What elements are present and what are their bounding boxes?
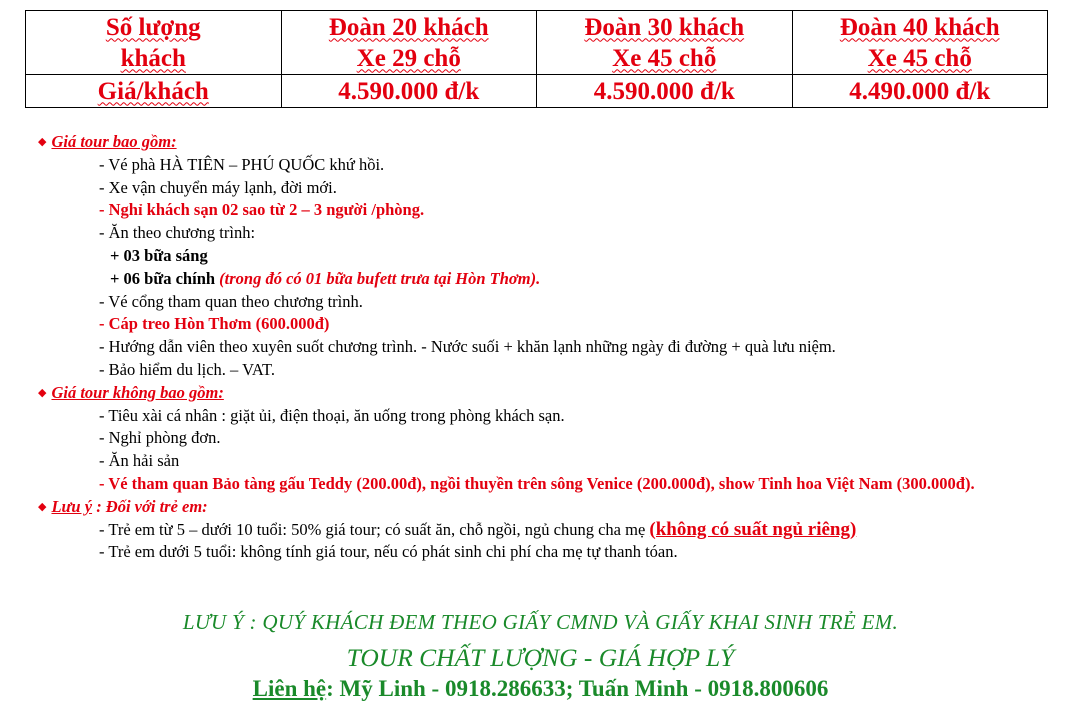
list-item: + 03 bữa sáng — [110, 245, 208, 265]
item-text: - Trẻ em từ 5 – dưới 10 tuổi: 50% giá tour; có suất ăn, chỗ ngồi, ngủ chung cha mẹ — [99, 519, 650, 539]
table-price-row — [26, 75, 1048, 108]
cell-text: Đoàn 30 khách — [584, 13, 745, 41]
list-item: - Ăn theo chương trình: — [99, 223, 256, 243]
footer-contact — [0, 676, 1081, 702]
list-item: - Nghỉ phòng đơn. — [99, 428, 221, 448]
heading-text: Lưu ý — [51, 496, 93, 516]
cell-text: Xe 45 chỗ — [612, 44, 717, 72]
list-item — [38, 268, 1048, 291]
list-item: - Tiêu xài cá nhân : giặt ủi, điện thoại, ăn uống trong phòng khách sạn. — [99, 405, 565, 425]
list-item: - Trẻ em dưới 5 tuổi: không tính giá tour, nếu có phát sinh chi phí cha mẹ tự thanh tóan. — [99, 542, 678, 562]
cell-text: Xe 29 chỗ — [356, 44, 461, 72]
list-item: - Vé cổng tham quan theo chương trình. — [99, 291, 363, 311]
cell-price-label — [26, 75, 282, 108]
heading-text: Giá tour không bao gồm: — [51, 382, 224, 402]
footer-slogan: TOUR CHẤT LƯỢNG - GIÁ HỢP LÝ — [346, 643, 735, 672]
excluded-heading — [38, 382, 1048, 405]
table-header-row — [26, 11, 1048, 75]
list-item — [38, 519, 1048, 542]
list-item: - Bảo hiểm du lịch. – VAT. — [99, 359, 275, 379]
item-note: (không có suất ngủ riêng) — [649, 518, 857, 540]
footer-note: LƯU Ý : QUÝ KHÁCH ĐEM THEO GIẤY CMND VÀ GIẤY KHAI SINH TRẺ EM. — [182, 610, 899, 634]
cell-price-40 — [792, 75, 1048, 108]
list-item: - Ăn hải sản — [99, 451, 180, 471]
cell-group-30 — [537, 11, 793, 75]
item-text: + 06 bữa chính — [110, 268, 220, 288]
list-item: - Cáp treo Hòn Thơm (600.000đ) — [99, 314, 330, 334]
cell-price-20 — [281, 75, 537, 108]
list-item: - Hướng dẫn viên theo xuyên suốt chương trình. - Nước suối + khăn lạnh những ngày đi đường + quà lưu niệm. — [99, 337, 836, 357]
cell-text: Số lượng — [105, 13, 201, 41]
list-item: - Vé tham quan Bảo tàng gấu Teddy (200.00đ), ngồi thuyền trên sông Venice (200.000đ), show Tinh hoa Việt Nam (300.000đ). — [99, 473, 975, 493]
list-item: - Xe vận chuyển máy lạnh, đời mới. — [99, 177, 337, 197]
children-heading — [38, 496, 1048, 519]
diamond-bullet-icon: ◆ — [38, 500, 47, 513]
cell-text: Giá/khách — [97, 77, 209, 105]
cell-group-20 — [281, 11, 537, 75]
heading-text: : Đối với trẻ em: — [92, 496, 208, 516]
item-note: (trong đó có 01 bữa bufett trưa tại Hòn Thơm). — [219, 268, 541, 288]
cell-text: khách — [120, 44, 186, 72]
list-item: - Nghỉ khách sạn 02 sao từ 2 – 3 người /phòng. — [99, 200, 425, 220]
cell-text: 4.590.000 đ/k — [593, 77, 735, 105]
included-heading — [38, 131, 1048, 154]
cell-group-size-label — [26, 11, 282, 75]
diamond-bullet-icon: ◆ — [38, 136, 47, 148]
price-table — [25, 10, 1048, 108]
cell-text: 4.590.000 đ/k — [338, 77, 480, 105]
list-item: - Vé phà HÀ TIÊN – PHÚ QUỐC khứ hồi. — [99, 154, 385, 174]
heading-text: Giá tour bao gồm: — [51, 132, 177, 151]
cell-price-30 — [537, 75, 793, 108]
cell-text: Xe 45 chỗ — [867, 44, 972, 72]
cell-text: Đoàn 40 khách — [839, 13, 1000, 41]
cell-group-40 — [792, 11, 1048, 75]
cell-text: 4.490.000 đ/k — [849, 77, 991, 105]
tour-details — [38, 131, 1048, 564]
contact-text: : Mỹ Linh - 0918.286633; Tuấn Minh - 0918.800606 — [326, 676, 829, 701]
cell-text: Đoàn 20 khách — [328, 13, 489, 41]
contact-label: Liên hệ — [252, 676, 327, 701]
diamond-bullet-icon: ◆ — [38, 386, 47, 399]
